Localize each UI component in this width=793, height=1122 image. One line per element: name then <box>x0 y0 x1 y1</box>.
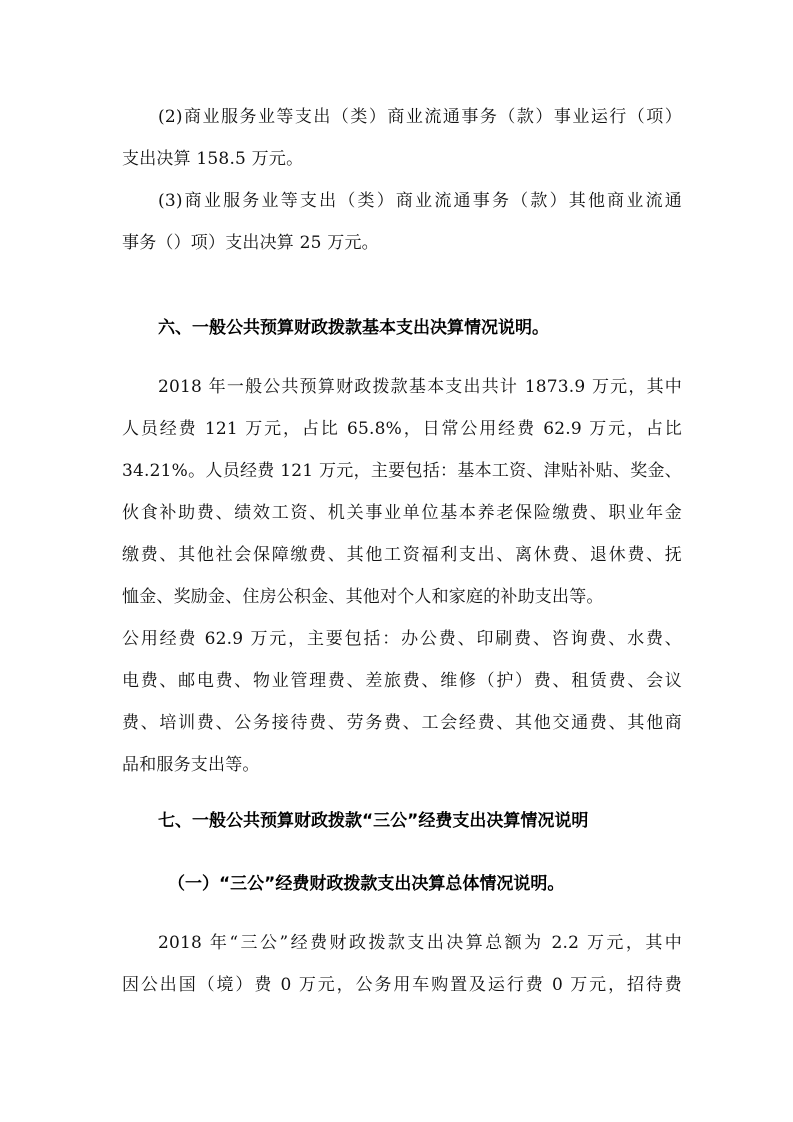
paragraph-line: 2018 年一般公共预算财政拨款基本支出共计 1873.9 万元，其中 <box>158 377 682 397</box>
paragraph-line: 事务（）项）支出决算 25 万元。 <box>122 233 379 253</box>
paragraph-line: 品和服务支出等。 <box>122 755 260 775</box>
paragraph-line: 缴费、其他社会保障缴费、其他工资福利支出、离休费、退休费、抚 <box>122 545 682 565</box>
subsection-heading-7-1: （一）“三公”经费财政拨款支出决算总体情况说明。 <box>168 874 565 894</box>
section-heading-6: 六、一般公共预算财政拨款基本支出决算情况说明。 <box>158 318 549 338</box>
paragraph-line: 2018 年“三公”经费财政拨款支出决算总额为 2.2 万元，其中 <box>158 933 682 953</box>
paragraph-line: 公用经费 62.9 万元，主要包括：办公费、印刷费、咨询费、水费、 <box>122 629 682 649</box>
paragraph-line: 费、培训费、公务接待费、劳务费、工会经费、其他交通费、其他商 <box>122 713 682 733</box>
paragraph-line: (3)商业服务业等支出（类）商业流通事务（款）其他商业流通 <box>158 191 682 211</box>
paragraph-line: 支出决算 158.5 万元。 <box>122 149 304 169</box>
section-heading-7: 七、一般公共预算财政拨款“三公”经费支出决算情况说明 <box>158 811 589 831</box>
paragraph-line: 伙食补助费、绩效工资、机关事业单位基本养老保险缴费、职业年金 <box>122 503 682 523</box>
paragraph-line: (2)商业服务业等支出（类）商业流通事务（款）事业运行（项） <box>158 107 682 127</box>
paragraph-line: 因公出国（境）费 0 万元，公务用车购置及运行费 0 万元，招待费 <box>122 975 682 995</box>
paragraph-line: 人员经费 121 万元，占比 65.8%，日常公用经费 62.9 万元，占比 <box>122 419 682 439</box>
paragraph-line: 电费、邮电费、物业管理费、差旅费、维修（护）费、租赁费、会议 <box>122 671 682 691</box>
paragraph-line: 34.21%。人员经费 121 万元，主要包括：基本工资、津贴补贴、奖金、 <box>122 461 682 481</box>
paragraph-line: 恤金、奖励金、住房公积金、其他对个人和家庭的补助支出等。 <box>122 587 604 607</box>
